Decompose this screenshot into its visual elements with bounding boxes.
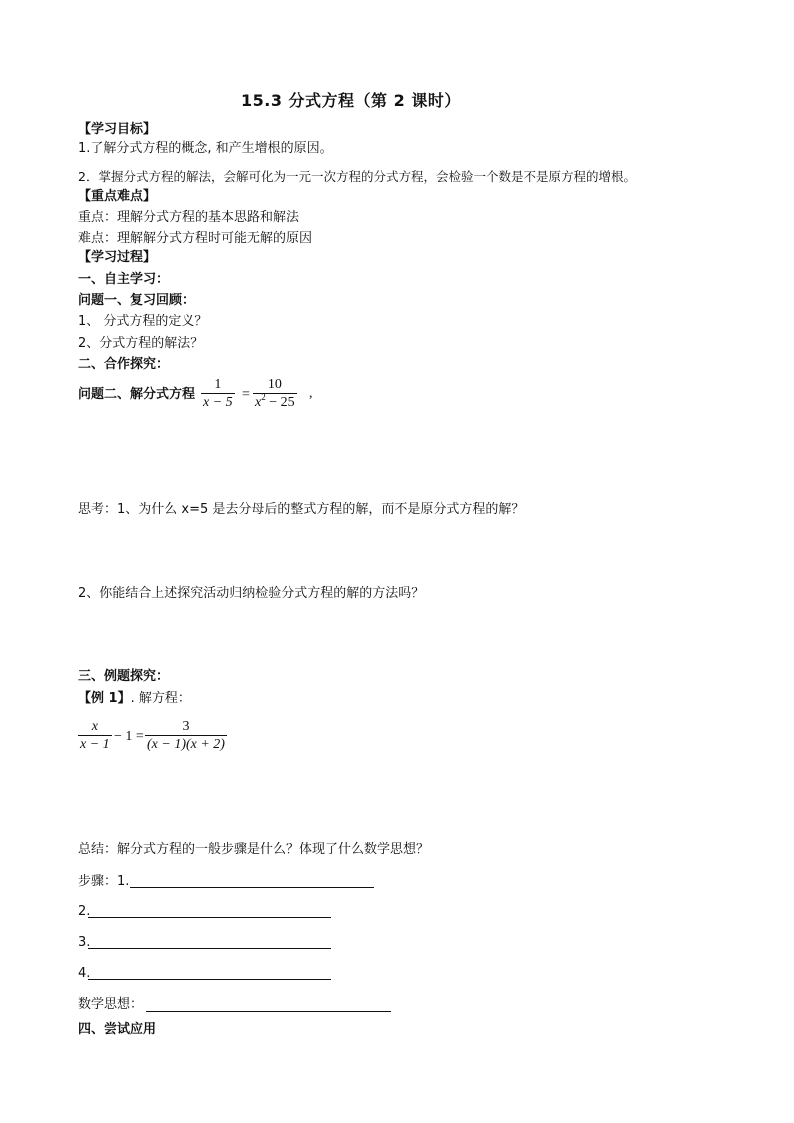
fraction-denominator: x − 5	[203, 395, 233, 410]
fraction-bar	[253, 393, 297, 394]
goal-item-2: 2．掌握分式方程的解法，会解可化为一元一次方程的分式方程，会检验一个数是不是原方程的增根。	[78, 169, 636, 184]
variable-x: x	[255, 395, 262, 410]
think-question-2: 2、你能结合上述探究活动归纳检验分式方程的解的方法吗？	[78, 586, 425, 601]
part2-heading: 二、合作探究：	[78, 357, 170, 372]
question1-item-2: 2、分式方程的解法？	[78, 336, 204, 351]
example-fraction-lhs	[78, 719, 112, 752]
goals-heading: 【学习目标】	[78, 122, 157, 137]
part3-heading: 三、例题探究：	[78, 669, 170, 684]
fraction-bar	[201, 393, 235, 394]
process-heading: 【学习过程】	[78, 250, 157, 265]
example-fraction-rhs	[145, 719, 227, 752]
comma: ,	[309, 386, 313, 401]
step-3-label: 3.	[78, 935, 91, 950]
question2-label: 问题二、解分式方程	[78, 387, 196, 402]
math-thinking-blank[interactable]	[146, 1011, 391, 1012]
fraction-bar	[145, 735, 227, 736]
key-point: 重点：理解分式方程的基本思路和解法	[78, 210, 300, 225]
example-1	[78, 691, 191, 707]
difficult-point: 难点：理解解分式方程时可能无解的原因	[78, 231, 313, 246]
fraction-numerator: 3	[182, 719, 190, 734]
part1-heading: 一、自主学习：	[78, 272, 170, 287]
part4-heading: 四、尝试应用	[78, 1022, 157, 1037]
step-1-label: 步骤：1.	[78, 874, 130, 889]
goal-item-1: 1.了解分式方程的概念, 和产生增根的原因。	[78, 141, 333, 156]
equals-sign: =	[242, 387, 250, 402]
summary-question: 总结：解分式方程的一般步骤是什么？体现了什么数学思想？	[78, 842, 430, 857]
equation-fraction-lhs	[201, 377, 235, 410]
equation-fraction-rhs	[253, 377, 297, 410]
step-1-blank[interactable]	[130, 887, 374, 888]
think-question-1: 思考：1、为什么 x=5 是去分母后的整式方程的解，而不是原分式方程的解？	[78, 502, 525, 517]
fraction-bar	[78, 735, 112, 736]
minus-one-equals: − 1 =	[114, 729, 144, 744]
question1-title: 问题一、复习回顾：	[78, 293, 196, 308]
denominator-rest: − 25	[265, 395, 295, 410]
keypoints-heading: 【重点难点】	[78, 189, 157, 204]
question1-item-1: 1、 分式方程的定义？	[78, 314, 208, 329]
fraction-numerator: 10	[267, 377, 282, 392]
math-thinking-label: 数学思想：	[78, 997, 144, 1012]
step-4-blank[interactable]	[88, 979, 331, 980]
step-4-label: 4.	[78, 966, 91, 981]
exponent: 2	[261, 392, 266, 402]
fraction-numerator: 1	[214, 377, 222, 392]
fraction-denominator	[253, 392, 297, 410]
fraction-denominator: (x − 1)(x + 2)	[147, 737, 225, 752]
fraction-denominator: x − 1	[80, 737, 110, 752]
example-text: . 解方程：	[130, 691, 191, 706]
page-title: 15.3 分式方程（第 2 课时）	[241, 91, 461, 110]
fraction-numerator: x	[91, 719, 98, 734]
step-2-label: 2.	[78, 904, 91, 919]
step-3-blank[interactable]	[88, 948, 331, 949]
step-2-blank[interactable]	[88, 917, 331, 918]
example-label: 【例 1】	[78, 691, 131, 706]
